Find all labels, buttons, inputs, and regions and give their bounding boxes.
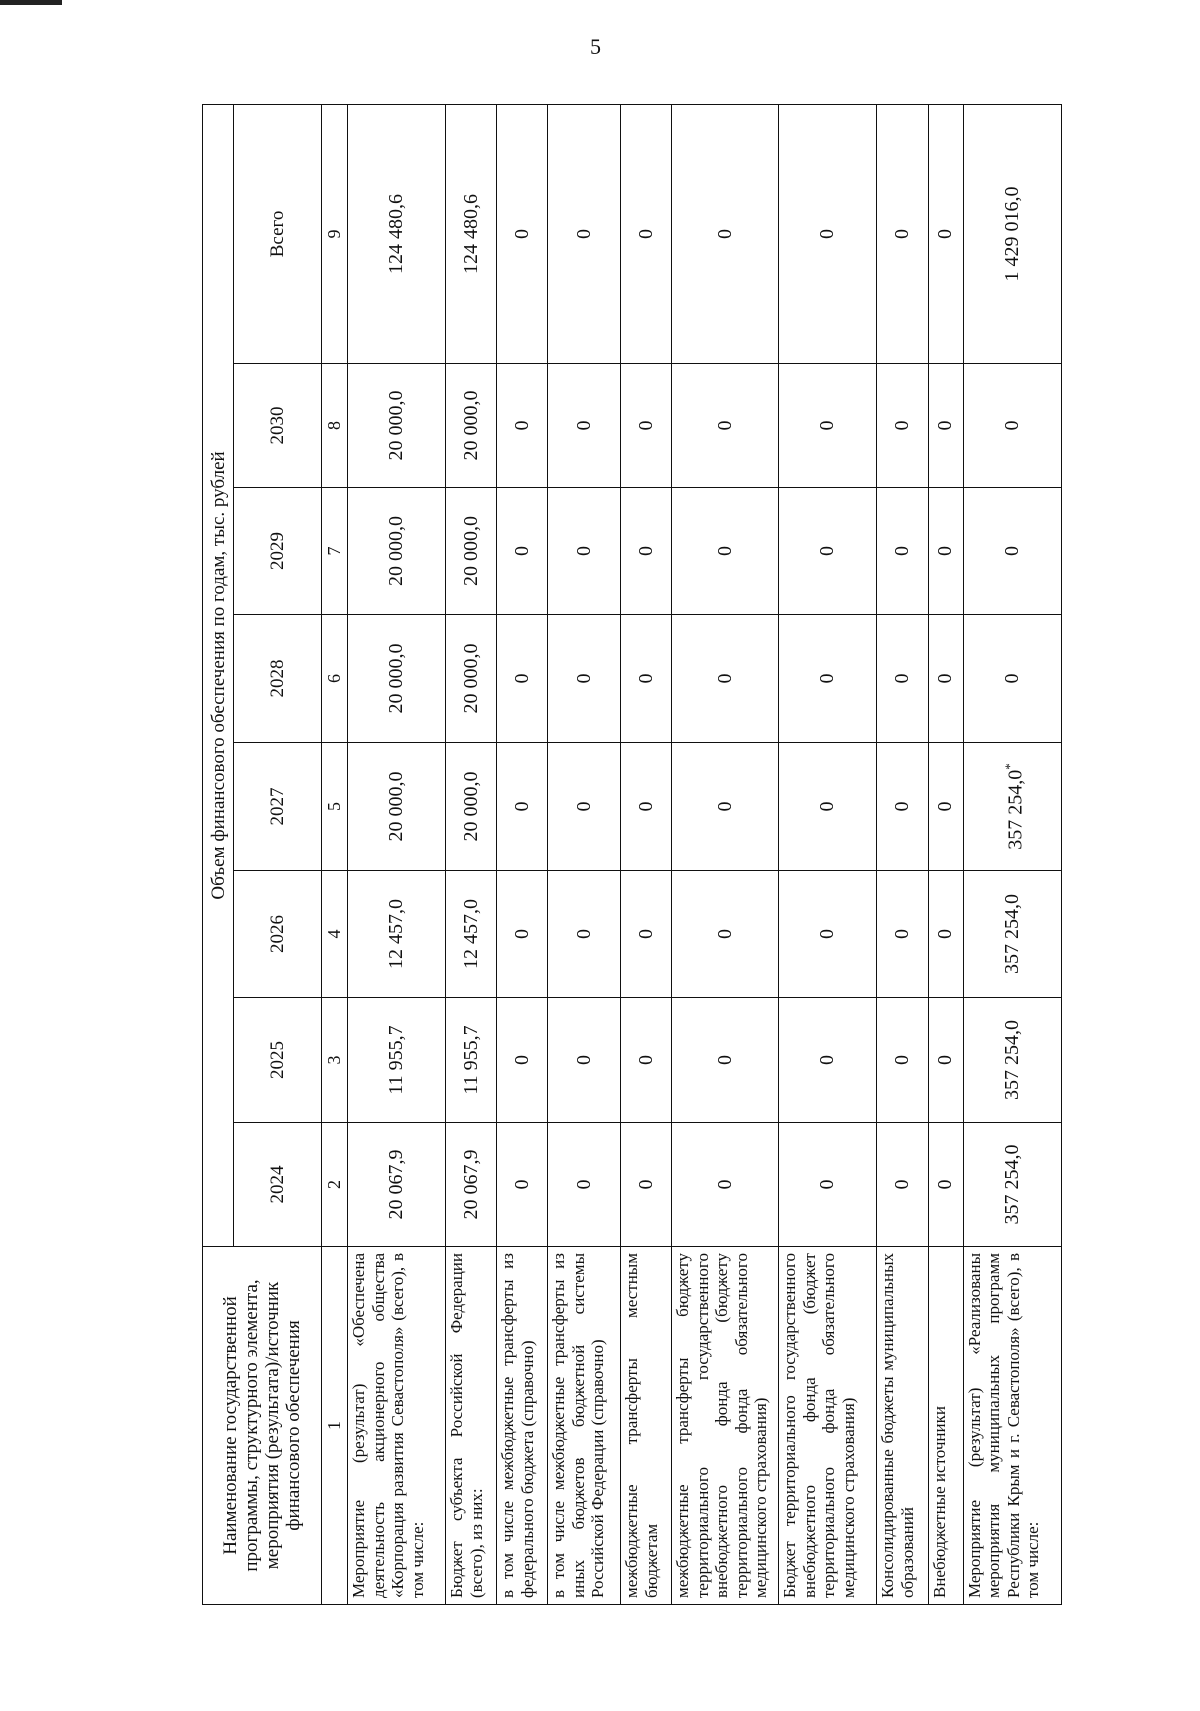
cell-value: 0 [510,228,533,239]
cell-value: 0 [634,546,657,556]
row-name: Мероприятие (результат) «Реализованы мероприятия муниципальных программ Республики Крым и г. Севастополя» (всего), в том числе: [963,1247,1061,1605]
cell-value: 0 [816,1055,839,1065]
row-year-value [497,1123,548,1247]
table-row [621,104,672,1604]
cell-value: 0 [891,1179,914,1190]
cell-value: 0 [891,546,914,556]
row-year-value [963,364,1061,488]
header-name-col: Наименование государственной программы, структурного элемента, мероприятия (результата)/источник финансового обеспечения [203,1247,322,1605]
row-year-value [497,488,548,615]
row-year-value [621,998,672,1123]
cell-value: 0 [934,420,957,431]
row-total-value [497,104,548,363]
cell-value: 0 [891,228,914,239]
cell-value: 0 [572,801,595,812]
row-year-value [621,488,672,615]
row-year-value [963,1123,1061,1247]
cell-value: 0 [510,1055,533,1065]
row-year-value [672,615,779,743]
cell-value: 0 [510,1179,533,1190]
cell-value: 0 [891,1055,914,1065]
cell-value: 12 457,0 [459,899,482,969]
row-year-value [779,743,877,871]
cell-value: 124 480,6 [459,193,482,274]
table-row [497,104,548,1604]
row-year-value [963,998,1061,1123]
cell-value: 357 254,0 [1000,1020,1023,1100]
row-year-value [621,615,672,743]
row-year-value [497,743,548,871]
cell-value: 0 [572,420,595,431]
row-name: Консолидированные бюджеты муниципальных образований [877,1247,928,1605]
col-number: 3 [322,998,348,1123]
cell-value: 0 [816,228,839,239]
table-row [446,104,497,1604]
row-total-value [621,104,672,363]
table-row [548,104,621,1604]
row-year-value [621,871,672,998]
cell-value: 0 [572,929,595,939]
cell-value: 0 [713,673,736,684]
row-year-value [446,1123,497,1247]
cell-value: 0 [934,546,957,556]
cell-value: 0 [816,673,839,684]
header-year: 2030 [234,364,322,488]
page-number: 5 [590,34,601,59]
cell-value: 0 [934,228,957,239]
row-year-value [497,871,548,998]
cell-value: 0 [816,929,839,939]
row-year-value [446,743,497,871]
row-year-value [446,364,497,488]
cell-value: 0 [816,801,839,812]
cell-value: 0 [634,1179,657,1190]
cell-value: 20 000,0 [459,771,482,842]
cell-value: 0 [816,546,839,556]
cell-value: 20 000,0 [385,771,408,842]
cell-value: 20 067,9 [385,1149,408,1220]
cell-value: 11 955,7 [459,1025,482,1095]
footnote-mark: * [1001,763,1017,770]
cell-value: 0 [634,929,657,939]
cell-value: 0 [713,801,736,812]
col-number: 4 [322,871,348,998]
row-name: Бюджет субъекта Российской Федерации (всего), из них: [446,1247,497,1605]
row-year-value [963,743,1061,871]
row-year-value [348,871,446,998]
row-year-value [621,364,672,488]
row-year-value [963,871,1061,998]
cell-value: 0 [572,673,595,684]
row-total-value [928,104,963,363]
cell-value: 0 [1000,673,1023,684]
table-row [963,104,1061,1604]
cell-value: 0 [816,1179,839,1190]
row-year-value [779,1123,877,1247]
row-total-value [877,104,928,363]
cell-value: 0 [891,420,914,431]
rotated-table-wrapper [202,105,1062,1605]
cell-value: 0 [891,929,914,939]
cell-value: 0 [934,929,957,939]
header-year: 2027 [234,743,322,871]
row-year-value [548,364,621,488]
row-year-value [928,871,963,998]
col-number: 6 [322,615,348,743]
row-name: Внебюджетные источники [928,1247,963,1605]
header-year: 2029 [234,488,322,615]
cell-value: 0 [634,801,657,812]
col-number: 8 [322,364,348,488]
col-number: 1 [322,1247,348,1605]
cell-value: 0 [510,546,533,556]
cell-value: 0 [1000,420,1023,431]
row-year-value [779,488,877,615]
row-year-value [963,488,1061,615]
row-year-value [621,743,672,871]
cell-value: 0 [572,546,595,556]
cell-value: 0 [891,673,914,684]
table-row [348,104,446,1604]
row-year-value [348,364,446,488]
cell-value: 20 000,0 [459,390,482,461]
row-year-value [928,615,963,743]
row-year-value [928,998,963,1123]
row-total-value [779,104,877,363]
col-number: 7 [322,488,348,615]
row-year-value [672,488,779,615]
cell-value: 0 [572,1179,595,1190]
row-year-value [877,871,928,998]
table-row [928,104,963,1604]
row-name: Мероприятие (результат) «Обеспечена деятельность акционерного общества «Корпорация развития Севастополя» (всего), в том числе: [348,1247,446,1605]
row-total-value [963,104,1061,363]
cell-value: 12 457,0 [385,899,408,969]
cell-value: 0 [634,1055,657,1065]
row-year-value [672,743,779,871]
cell-value: 11 955,7 [385,1025,408,1095]
col-number: 5 [322,743,348,871]
cell-value: 20 000,0 [385,390,408,461]
row-year-value [446,615,497,743]
cell-value: 20 000,0 [385,643,408,714]
table-row [672,104,779,1604]
cell-value: 0 [510,929,533,939]
cell-value: 0 [713,420,736,431]
cell-value: 0 [934,801,957,812]
row-year-value [877,488,928,615]
table-row [779,104,877,1604]
row-year-value [621,1123,672,1247]
row-year-value [672,1123,779,1247]
cell-value: 357 254,0 [1000,894,1023,974]
cell-value: 0 [510,801,533,812]
row-total-value [446,104,497,363]
row-total-value [672,104,779,363]
row-year-value [446,488,497,615]
cell-value: 0 [510,420,533,431]
cell-value: 0 [1000,546,1023,556]
row-year-value [779,364,877,488]
row-name: межбюджетные трансферты местным бюджетам [621,1247,672,1605]
row-year-value [497,615,548,743]
cell-value: 0 [634,673,657,684]
cell-value: 0 [934,1179,957,1190]
row-year-value [548,998,621,1123]
table-body [348,104,1062,1604]
cell-value: 0 [572,228,595,239]
row-year-value [928,1123,963,1247]
financing-table [202,104,1062,1605]
row-year-value [348,615,446,743]
row-year-value [348,1123,446,1247]
header-total: Всего [234,104,322,363]
row-year-value [672,998,779,1123]
cell-value: 357 254,0 [1004,769,1027,850]
row-name: межбюджетные трансферты бюджету территориального государственного внебюджетного фонда (бюджету территориального фонда обязательного медицинского страхования) [672,1247,779,1605]
cell-value: 20 000,0 [459,516,482,586]
header-year: 2026 [234,871,322,998]
header-year: 2025 [234,998,322,1123]
row-year-value [348,488,446,615]
cell-value: 1 429 016,0 [1000,186,1023,282]
cell-value: 0 [510,673,533,684]
col-number: 9 [322,104,348,363]
cell-value: 357 254,0 [1000,1144,1023,1225]
row-year-value [877,615,928,743]
row-year-value [963,615,1061,743]
cell-value: 20 000,0 [385,516,408,586]
row-year-value [548,488,621,615]
row-name: Бюджет территориального государственного внебюджетного фонда (бюджет территориального фонда обязательного медицинского страхования) [779,1247,877,1605]
row-year-value [877,1123,928,1247]
cell-value: 0 [572,1055,595,1065]
cell-value: 0 [713,929,736,939]
row-year-value [928,743,963,871]
header-year: 2024 [234,1123,322,1247]
row-year-value [548,615,621,743]
cell-value: 0 [713,1055,736,1065]
row-year-value [877,998,928,1123]
row-total-value [548,104,621,363]
row-year-value [446,998,497,1123]
cell-value: 0 [934,1055,957,1065]
row-name: в том числе межбюджетные трансферты из иных бюджетов бюджетной системы Российской Федерации (справочно) [548,1247,621,1605]
header-year: 2028 [234,615,322,743]
row-year-value [672,364,779,488]
cell-value: 124 480,6 [385,193,408,274]
scan-edge-mark [0,0,62,5]
cell-value: 0 [713,546,736,556]
row-year-value [348,743,446,871]
col-number: 2 [322,1123,348,1247]
cell-value: 20 000,0 [459,643,482,714]
row-year-value [672,871,779,998]
row-year-value [928,364,963,488]
header-group-title: Объем финансового обеспечения по годам, тыс. рублей [203,104,234,1246]
row-total-value [348,104,446,363]
cell-value: 0 [634,420,657,431]
row-year-value [548,743,621,871]
row-year-value [497,364,548,488]
row-year-value [446,871,497,998]
row-year-value [548,1123,621,1247]
row-year-value [877,743,928,871]
row-name: в том числе межбюджетные трансферты из федерального бюджета (справочно) [497,1247,548,1605]
cell-value: 0 [713,228,736,239]
row-year-value [779,998,877,1123]
cell-value: 0 [634,228,657,239]
cell-value: 20 067,9 [459,1149,482,1220]
table-row [877,104,928,1604]
row-year-value [779,871,877,998]
row-year-value [548,871,621,998]
cell-value: 0 [713,1179,736,1190]
row-year-value [779,615,877,743]
cell-value: 0 [891,801,914,812]
row-year-value [928,488,963,615]
cell-value: 0 [934,673,957,684]
row-year-value [348,998,446,1123]
cell-value: 0 [816,420,839,431]
row-year-value [497,998,548,1123]
row-year-value [877,364,928,488]
